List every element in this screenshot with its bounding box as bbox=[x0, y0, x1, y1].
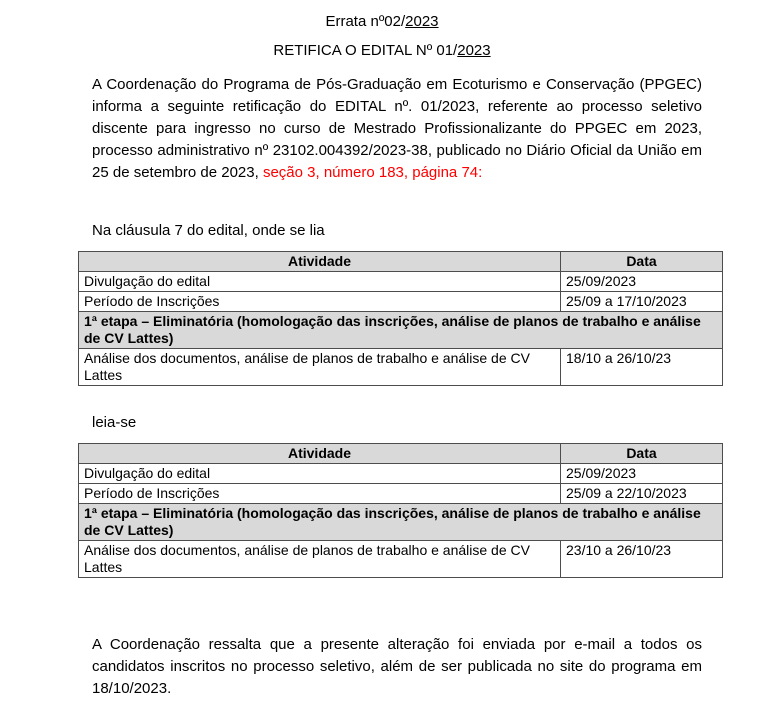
table-row bbox=[79, 292, 723, 312]
lead-in-onde-se-lia: Na cláusula 7 do edital, onde se lia bbox=[92, 222, 325, 239]
cell-date: 25/09/2023 bbox=[561, 272, 723, 292]
closing-paragraph: A Coordenação ressalta que a presente alteração foi enviada por e-mail a todos os candidatos inscritos no processo seletivo, além de ser publicada no site do programa em 18/10/2023. bbox=[92, 636, 702, 697]
doc-title bbox=[0, 0, 764, 31]
cell-activity: Divulgação do edital bbox=[79, 272, 561, 292]
column-header-atividade: Atividade bbox=[79, 444, 561, 464]
cell-date: 18/10 a 26/10/23 bbox=[561, 349, 723, 386]
lead-in-leia-se: leia-se bbox=[92, 414, 137, 431]
errata-table-after bbox=[78, 443, 723, 578]
table-row bbox=[79, 541, 723, 578]
doc-subtitle-prefix: RETIFICA O EDITAL Nº 01/ bbox=[273, 42, 458, 59]
cell-activity: Período de Inscrições bbox=[79, 292, 561, 312]
column-header-data: Data bbox=[561, 444, 723, 464]
doc-subtitle bbox=[0, 31, 764, 60]
table-header-row bbox=[79, 444, 723, 464]
cell-stage: 1ª etapa – Eliminatória (homologação das inscrições, análise de planos de trabalho e análise de CV Lattes) bbox=[79, 312, 723, 349]
table-stage-row bbox=[79, 504, 723, 541]
intro-paragraph-red-text: seção 3, número 183, página 74: bbox=[262, 164, 483, 181]
table-header-row bbox=[79, 252, 723, 272]
cell-date: 25/09/2023 bbox=[561, 464, 723, 484]
intro-paragraph-text: A Coordenação do Programa de Pós-Graduação em Ecoturismo e Conservação (PPGEC) informa a seguinte retificação do EDITAL nº. 01/2023, referente ao processo seletivo discente para ingresso no curso de Mestrado Profissionalizante do PPGEC em 2023, processo administrativo nº 23102.004392/2023-38, publicado no Diário Oficial da União em 25 de setembro de 2023, bbox=[92, 76, 702, 181]
doc-title-prefix: Errata nº02/ bbox=[325, 13, 406, 30]
intro-paragraph bbox=[92, 74, 702, 184]
doc-subtitle-year-underlined: 2023 bbox=[457, 42, 491, 59]
column-header-data: Data bbox=[561, 252, 723, 272]
cell-activity: Análise dos documentos, análise de planos de trabalho e análise de CV Lattes bbox=[79, 349, 561, 386]
table-row bbox=[79, 272, 723, 292]
cell-date: 25/09 a 17/10/2023 bbox=[561, 292, 723, 312]
cell-date: 23/10 a 26/10/23 bbox=[561, 541, 723, 578]
errata-table-before bbox=[78, 251, 723, 386]
doc-title-year-underlined: 2023 bbox=[405, 13, 439, 30]
cell-activity: Divulgação do edital bbox=[79, 464, 561, 484]
table-row bbox=[79, 464, 723, 484]
table-row bbox=[79, 349, 723, 386]
cell-activity: Análise dos documentos, análise de planos de trabalho e análise de CV Lattes bbox=[79, 541, 561, 578]
column-header-atividade: Atividade bbox=[79, 252, 561, 272]
cell-activity: Período de Inscrições bbox=[79, 484, 561, 504]
cell-stage: 1ª etapa – Eliminatória (homologação das inscrições, análise de planos de trabalho e análise de CV Lattes) bbox=[79, 504, 723, 541]
cell-date: 25/09 a 22/10/2023 bbox=[561, 484, 723, 504]
table-stage-row bbox=[79, 312, 723, 349]
table-row bbox=[79, 484, 723, 504]
